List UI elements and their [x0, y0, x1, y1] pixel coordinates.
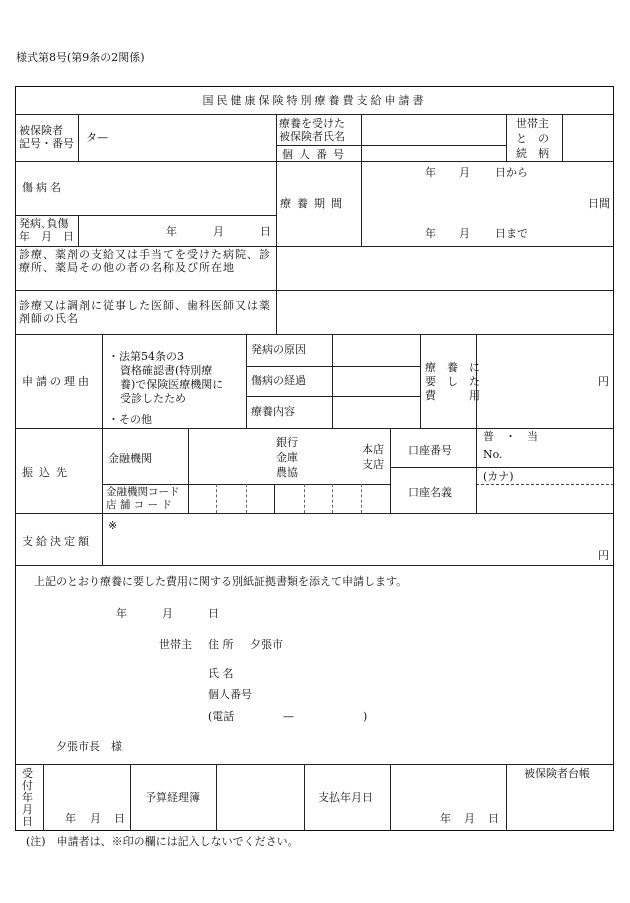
- ledger-label: 被保険者台帳: [524, 767, 590, 780]
- personal-number-field[interactable]: [362, 146, 505, 160]
- insured-name-field[interactable]: [362, 115, 505, 144]
- financial-institution-label: 金融機関: [108, 452, 152, 465]
- declaration-year: 年: [116, 607, 127, 620]
- paid-year: 年: [440, 812, 451, 825]
- content-label: 療養内容: [251, 405, 295, 418]
- institution-field[interactable]: [277, 247, 613, 289]
- branch-type-1[interactable]: 本店: [362, 443, 384, 456]
- code-box-divider: [216, 484, 217, 513]
- rule: [274, 484, 275, 513]
- payment-label: 支給決定額: [22, 535, 92, 548]
- declaration-day: 日: [208, 607, 219, 620]
- reason-label: 申請の理由: [22, 375, 92, 388]
- reason-item1-line1[interactable]: ・法第54条の3: [108, 350, 184, 363]
- reason-item2[interactable]: ・その他: [108, 413, 152, 426]
- institution-name-field[interactable]: [189, 429, 274, 483]
- bank-type-3[interactable]: 農協: [276, 466, 298, 479]
- cost-field[interactable]: [477, 335, 595, 427]
- period-from-year: 年: [425, 166, 436, 179]
- rule: [506, 764, 507, 831]
- rule: [130, 764, 131, 831]
- code-label-1: 金融機関コード: [106, 486, 180, 498]
- content-field[interactable]: [333, 397, 419, 427]
- cost-label-3: 費 用: [425, 389, 480, 402]
- footnote: (注) 申請者は、※印の欄には記入しないでください。: [26, 835, 299, 848]
- rule: [216, 764, 217, 831]
- relation-field[interactable]: [563, 115, 613, 160]
- onset-month: 月: [213, 225, 224, 238]
- rule: [15, 764, 614, 765]
- received-date-label: 受付年月日: [22, 767, 33, 828]
- rule: [102, 334, 103, 565]
- paid-month: 月: [464, 812, 475, 825]
- kana-label: (カナ): [483, 470, 514, 483]
- addressee: 夕張市長 様: [56, 740, 122, 753]
- rule: [390, 428, 391, 513]
- branch-type-2[interactable]: 支店: [362, 458, 384, 471]
- address-value[interactable]: 夕張市: [250, 638, 283, 651]
- period-to-month: 月: [459, 227, 470, 240]
- account-name-field[interactable]: [477, 486, 613, 512]
- rule: [246, 334, 247, 428]
- code-box-divider: [246, 484, 247, 513]
- insured-name-label: 療養を受けた 被保険者氏名: [279, 117, 345, 143]
- cause-field[interactable]: [333, 335, 419, 365]
- payment-yen: 円: [598, 549, 609, 562]
- rule: [43, 764, 44, 831]
- doctor-label: 診療又は調剤に従事した医師、歯科医師又は薬剤師の氏名: [19, 299, 271, 325]
- rule: [15, 428, 614, 429]
- rule: [15, 565, 614, 566]
- period-days-unit: 日間: [588, 197, 610, 210]
- institution-label: 診療、薬剤の支給又は手当てを受けた病院、診療所、薬局その他の者の名称及び所在地: [19, 248, 271, 274]
- insured-id-value[interactable]: タ—: [86, 131, 108, 144]
- account-name-label: 口座名義: [408, 486, 452, 499]
- rule: [15, 215, 276, 216]
- phone-dash: —: [283, 710, 294, 723]
- period-to-day: 日まで: [495, 227, 528, 240]
- dashed-rule: [476, 484, 614, 485]
- bank-type-2[interactable]: 金庫: [276, 451, 298, 464]
- period-from-month: 月: [459, 166, 470, 179]
- period-label: 療養期間: [280, 197, 348, 210]
- rule: [420, 334, 421, 428]
- cost-label-2: 要 し た: [425, 375, 480, 388]
- phone-close: ): [363, 710, 368, 723]
- form-title: 国民健康保険特別療養費支給申請書: [202, 94, 427, 107]
- address-label: 住 所: [208, 638, 234, 651]
- declaration-text: 上記のとおり療養に要した費用に関する別紙証拠書類を添えて申請します。: [34, 575, 408, 588]
- code-box-divider: [361, 484, 362, 513]
- rule: [276, 114, 277, 246]
- cause-label: 発病の原因: [251, 343, 306, 356]
- doctor-field[interactable]: [277, 291, 613, 333]
- reason-item1-line4: 受診したため: [120, 392, 186, 405]
- rule: [390, 467, 614, 468]
- name-label: 氏 名: [208, 667, 234, 680]
- disease-name-label: 傷病名: [22, 181, 64, 194]
- cost-label-1: 療 養 に: [425, 361, 480, 374]
- bank-label: 振込先: [22, 466, 73, 479]
- account-number-field[interactable]: [500, 446, 612, 466]
- applicant-personal-number-field[interactable]: [270, 686, 500, 704]
- form-code: 様式第8号(第9条の2関係): [16, 51, 145, 64]
- applicant-name-field[interactable]: [250, 664, 500, 682]
- code-box-divider: [332, 484, 333, 513]
- rule: [304, 764, 305, 831]
- rule: [15, 114, 614, 115]
- payment-mark: ※: [108, 519, 118, 532]
- onset-year: 年: [166, 225, 177, 238]
- paid-date-label: 支払年月日: [318, 791, 373, 804]
- code-label-2: 店 舗 コ ー ド: [106, 499, 172, 511]
- budget-label: 予算経理簿: [145, 791, 200, 804]
- cost-yen: 円: [598, 375, 609, 388]
- applicant-personal-number-label: 個人番号: [208, 688, 252, 701]
- phone-open: (電話: [208, 710, 235, 723]
- personal-number-label: 個人番号: [282, 148, 350, 161]
- reason-item1-line3: 養)で保険医療機関に: [120, 378, 224, 391]
- declaration-month: 月: [162, 607, 173, 620]
- head-label: 世帯主: [159, 638, 192, 651]
- relation-label-3: 続 柄: [516, 147, 549, 160]
- code-box-divider: [304, 484, 305, 513]
- insured-id-label: 被保険者 記号・番号: [19, 124, 74, 150]
- reason-item1-line2: 資格確認書(特別療: [120, 364, 213, 377]
- received-month: 月: [90, 812, 101, 825]
- period-from-day: 日から: [495, 166, 528, 179]
- account-type[interactable]: 普 ・ 当: [483, 430, 538, 443]
- received-day: 日: [114, 812, 125, 825]
- account-number-label: 口座番号: [408, 444, 452, 457]
- disease-name-field[interactable]: [79, 162, 275, 214]
- rule: [15, 513, 614, 514]
- received-year: 年: [65, 812, 76, 825]
- progress-label: 傷病の経過: [251, 374, 306, 387]
- period-to-year: 年: [425, 227, 436, 240]
- account-no-label: No.: [483, 448, 503, 461]
- rule: [390, 764, 391, 831]
- relation-label-2: と の: [516, 132, 549, 145]
- paid-day: 日: [488, 812, 499, 825]
- onset-day: 日: [260, 225, 271, 238]
- onset-date-label: 発病､負傷 年 月 日: [19, 217, 74, 243]
- rule: [506, 114, 507, 161]
- relation-label-1: 世帯主: [516, 117, 549, 130]
- progress-field[interactable]: [333, 367, 419, 395]
- bank-type-1[interactable]: 銀行: [276, 436, 298, 449]
